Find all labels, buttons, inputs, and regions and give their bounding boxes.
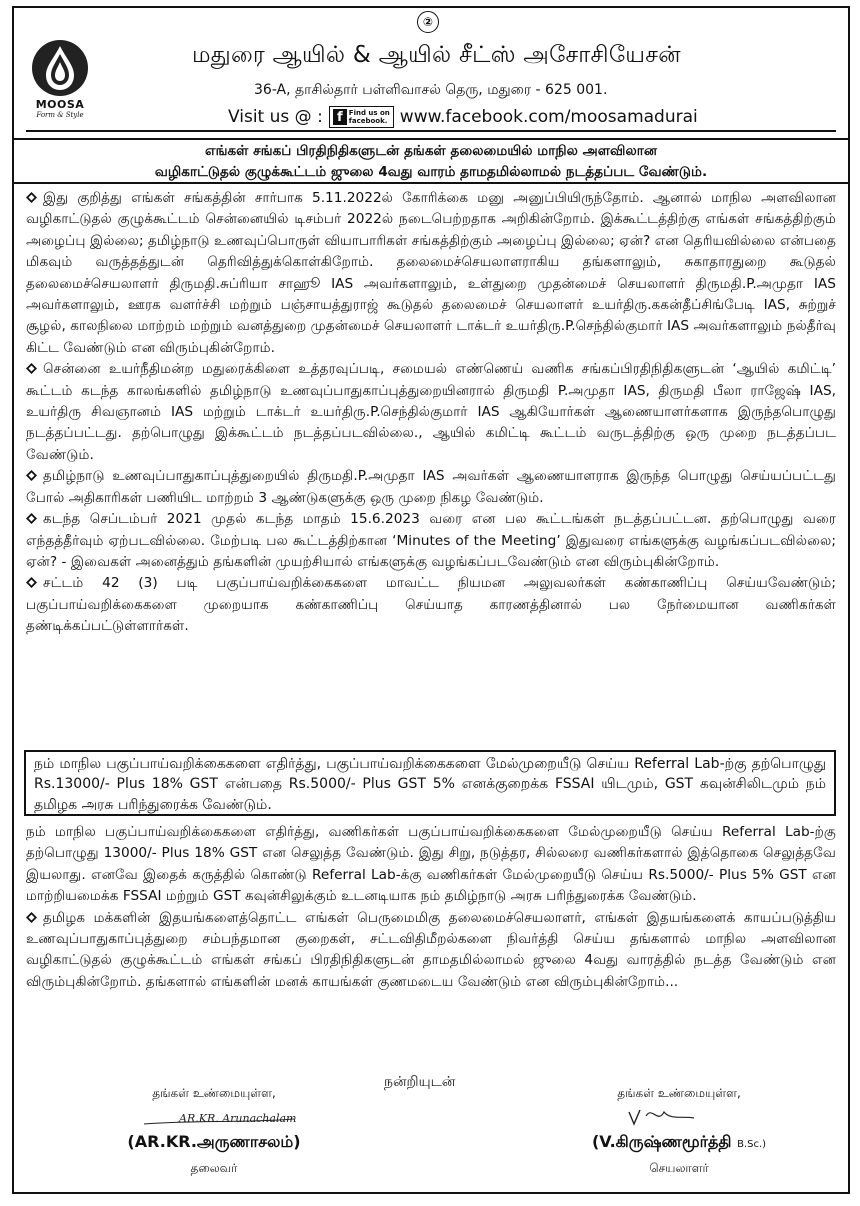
signature-secretary-icon bbox=[534, 1102, 824, 1130]
salutation-left: தங்கள் உண்மையுள்ள, bbox=[152, 1086, 276, 1100]
bullet-diamond-icon bbox=[26, 192, 37, 203]
secretary-degree: B.Sc.) bbox=[737, 1139, 767, 1150]
fb-badge-line2: facebook. bbox=[348, 117, 388, 125]
president-name: (AR.KR.அருணாசலம்) bbox=[127, 1132, 301, 1151]
oil-drop-logo-icon bbox=[32, 40, 88, 96]
highlighted-demand-text: நம் மாநில பகுப்பாய்வறிக்கைகளை எதிர்த்து, பகுப்பாய்வறிக்கைகளை மேல்முறையீடு செய்ய Referral Lab-ற்கு தற்பொழுது Rs.13000/- Plus 18% GST என்பதை Rs.5000/- Plus GST 5% எனக்குறைக்க FSSAI யிடமும், GST கவுன்சிலிடமும் நம் தமிழக அரசு பரிந்துரைக்க வேண்டும். bbox=[34, 756, 826, 813]
paragraph-1 bbox=[26, 188, 836, 359]
logo-tagline: Form & Style bbox=[36, 111, 84, 119]
bullet-diamond-icon bbox=[26, 912, 37, 923]
secretary-name bbox=[534, 1132, 824, 1153]
paragraph-2 bbox=[26, 359, 836, 466]
paragraph-4-text: கடந்த செப்டம்பர் 2021 முதல் கடந்த மாதம் 15.6.2023 வரை என பல கூட்டங்கள் நடத்தப்பட்டன. தற்பொழுது வரை எந்தத்தீர்வும் ஏற்படவில்லை. மேற்படி பல கூட்டத்திற்கான ‘Minutes of the Meeting’ இதுவரை எங்களுக்கு வழங்கப்படவில்லை; ஏன்? - இவைகள் அனைத்தும் தங்களின் முயற்சியால் எங்களுக்கு வழங்கப்படவேண்டும் என விரும்புகின்றோம். bbox=[26, 511, 836, 570]
letter-page bbox=[12, 6, 850, 1194]
headline-line-1: எங்கள் சங்கப் பிரதிநிதிகளுடன் தங்கள் தலைமையில் மாநில அளவிலான bbox=[204, 143, 658, 159]
bullet-diamond-icon bbox=[26, 513, 37, 524]
facebook-badge-text bbox=[349, 109, 390, 125]
closing-thanks: நன்றியுடன் bbox=[384, 1074, 456, 1090]
paragraph-3 bbox=[26, 466, 836, 509]
facebook-icon: f bbox=[333, 109, 347, 125]
headline-line-2: வழிகாட்டுதல் குழுக்கூட்டம் ஜுலை 4வது வாரம் தாமதமில்லாமல் நடத்தப்பட வேண்டும். bbox=[154, 164, 708, 180]
letter-body bbox=[26, 188, 836, 638]
letter-body-continued bbox=[26, 822, 836, 993]
final-paragraph-text: தமிழக மக்களின் இதயங்களைத்தொட்ட எங்கள் பெருமைமிகு தலைமைச்செயலாளர், எங்கள் இதயங்களைக் காயப்படுத்திய உணவுப்பாதுகாப்புத்துறை சம்பந்தமான குறைகள், சட்டவிதிமீறல்களை நிவர்த்தி செய்ய தங்களால் மாநில அளவிலான வழிகாட்டுதல் குழுக்கூட்டம் எங்கள் சங்கப் பிரதிநிதிகளுடன் தாமதமில்லாமல் ஜுலை 4வது வாரத்தில் நடத்த வேண்டும் என விரும்புகின்றோம். தங்களால் எங்களின் மனக் காயங்கள் குணமடைய வேண்டும் என விரும்புகின்றோம்... bbox=[26, 909, 836, 990]
logo-name: MOOSA bbox=[35, 98, 85, 111]
paragraph-4 bbox=[26, 509, 836, 573]
facebook-badge[interactable] bbox=[329, 106, 394, 128]
header-divider bbox=[26, 130, 836, 132]
salutation-right: தங்கள் உண்மையுள்ள, bbox=[617, 1086, 741, 1100]
signature-president bbox=[84, 1102, 344, 1130]
signature-block-secretary bbox=[534, 1086, 824, 1177]
paragraph-5-text: சட்டம் 42 (3) படி பகுப்பாய்வறிக்கைகளை மாவட்ட நியமன அலுவலர்கள் கண்காணிப்பு செய்யவேண்டும்; பகுப்பாய்வறிக்கைகளை முறையாக கண்காணிப்பு செய்யாத காரணத்தினால் பல நேர்மையான வணிகர்கள் தண்டிக்கப்பட்டுள்ளார்கள். bbox=[26, 575, 836, 635]
final-paragraph bbox=[26, 908, 836, 994]
association-logo bbox=[30, 40, 90, 130]
president-role: தலைவர் bbox=[190, 1161, 238, 1175]
organization-address: 36-A, தாசில்தார் பள்ளிவாசல் தெரு, மதுரை - 625 001. bbox=[254, 82, 608, 98]
after-box-paragraph: நம் மாநில பகுப்பாய்வறிக்கைகளை எதிர்த்து, வணிகர்கள் பகுப்பாய்வறிக்கைகளை மேல்முறையீடு செய்ய Referral Lab-ற்கு தற்பொழுது 13000/- Plus 18% GST என செலுத்த வேண்டும். இது சிறு, நடுத்தர, சில்லரை வணிகர்களால் இத்தொகை செலுத்தவே இயலாது. எனவே இதைக் கருத்தில் கொண்டு Referral Lab-க்கு வணிகர்கள் மேல்முறையீடு செய்ய Rs.5000/- Plus 5% GST என மாற்றியமைக்க FSSAI மற்றும் GST கவுன்சிலுக்கும் உடனடியாக நம் தமிழ்நாடு அரசு பரிந்துரைக்க வேண்டும். bbox=[26, 824, 836, 905]
bullet-diamond-icon bbox=[26, 470, 37, 481]
headline-box bbox=[14, 138, 848, 184]
signature-secretary bbox=[534, 1102, 824, 1130]
fb-badge-line1: Find us on bbox=[348, 109, 390, 117]
signature-block-president bbox=[84, 1086, 344, 1177]
bullet-diamond-icon bbox=[26, 577, 37, 588]
signature-president-icon bbox=[84, 1102, 344, 1130]
organization-title: மதுரை ஆயில் & ஆயில் சீட்ஸ் அசோசியேசன் bbox=[192, 42, 681, 68]
visit-label: Visit us @ : bbox=[228, 107, 323, 127]
paragraph-5 bbox=[26, 573, 836, 637]
page-number: ② bbox=[417, 11, 439, 33]
paragraph-2-text: சென்னை உயர்நீதிமன்ற மதுரைக்கிளை உத்தரவுப்படி, சமையல் எண்ணெய் வணிக சங்கப்பிரதிநிதிகளுடன் ‘ஆயில் கமிட்டி’ கூட்டம் கடந்த காலங்களில் தமிழ்நாடு உணவுப்பாதுகாப்புத்துறையினரால் திருமதி P.அமுதா IAS, திருமதி பீலா ராஜேஷ் IAS, உயர்திரு சிவஞானம் IAS மற்றும் டாக்டர் உயர்திரு.P.செந்தில்குமார் IAS ஆகியோர்கள் ஆணையாளர்களாக இருந்தபொழுது நடத்தப்பட்டது. தற்பொழுது இக்கூட்டம் நடத்தப்படவில்லை., ஆயில் கமிட்டி கூட்டம் வருடத்திற்கு ஒரு முறை நடத்தப்பட வேண்டும். bbox=[26, 361, 836, 463]
paragraph-1-text: இது குறித்து எங்கள் சங்கத்தின் சார்பாக 5.11.2022ல் கோரிக்கை மனு அனுப்பியிருந்தோம். ஆனால் மாநில அளவிலான வழிகாட்டுதல் குழுக்கூட்டம் சென்னையில் டிசம்பர் 2022ல் நடைபெற்றதாக அறிகின்றோம். இக்கூட்டத்திற்கு எங்கள் சங்கத்திற்கும் அழைப்பு இல்லை; தமிழ்நாடு உணவுப்பொருள் வியாபாரிகள் சங்கத்திற்கும் அழைப்பு இல்லை; ஏன்? என தெரியவில்லை என்பதை மிகவும் வருத்தத்துடன் தெரிவித்துக்கொள்கிறோம். தலைமைச்செயலாளராகிய தங்களாலும், சுகாதாரதுறை கூடுதல் தலைமைச்செயலாளர் திருமதி.சுப்ரியா சாஹூ IAS அவர்களாலும், உள்துறை முதன்மைச் செயலாளர் திருமதி.P.அமுதா IAS அவர்களாலும், ஊரக வளர்ச்சி மற்றும் பஞ்சாயத்துராஜ் கூடுதல் தலைமைச் செயலாளர் உயர்திரு.ககன்தீப்சிங்பேடி IAS, சுற்றுச் சூழல், காலநிலை மாற்றம் மற்றும் வனத்துறை முதன்மைச் செயலாளர் டாக்டர் உயர்திரு.P.செந்தில்குமார் IAS அவர்களாலும் நல்தீர்வு கிட்ட வேண்டும் என விரும்புகின்றோம். bbox=[26, 190, 836, 356]
bullet-diamond-icon bbox=[26, 363, 37, 374]
website-row bbox=[228, 106, 698, 128]
secretary-name-text: (V.கிருஷ்ணமூர்த்தி bbox=[591, 1132, 732, 1151]
paragraph-3-text: தமிழ்நாடு உணவுப்பாதுகாப்புத்துறையில் திருமதி.P.அமுதா IAS அவர்கள் ஆணையாளராக இருந்த பொழுது செய்யப்பட்டது போல் அதிகாரிகள் பணியிட மாற்றம் 3 ஆண்டுகளுக்கு ஒரு முறை நிகழ வேண்டும். bbox=[26, 468, 836, 506]
signature-president-text: AR.KR. Arunachalam bbox=[179, 1112, 297, 1125]
facebook-url[interactable]: www.facebook.com/moosamadurai bbox=[399, 107, 698, 127]
secretary-role: செயலாளர் bbox=[649, 1161, 709, 1175]
highlighted-demand-box bbox=[24, 750, 836, 816]
